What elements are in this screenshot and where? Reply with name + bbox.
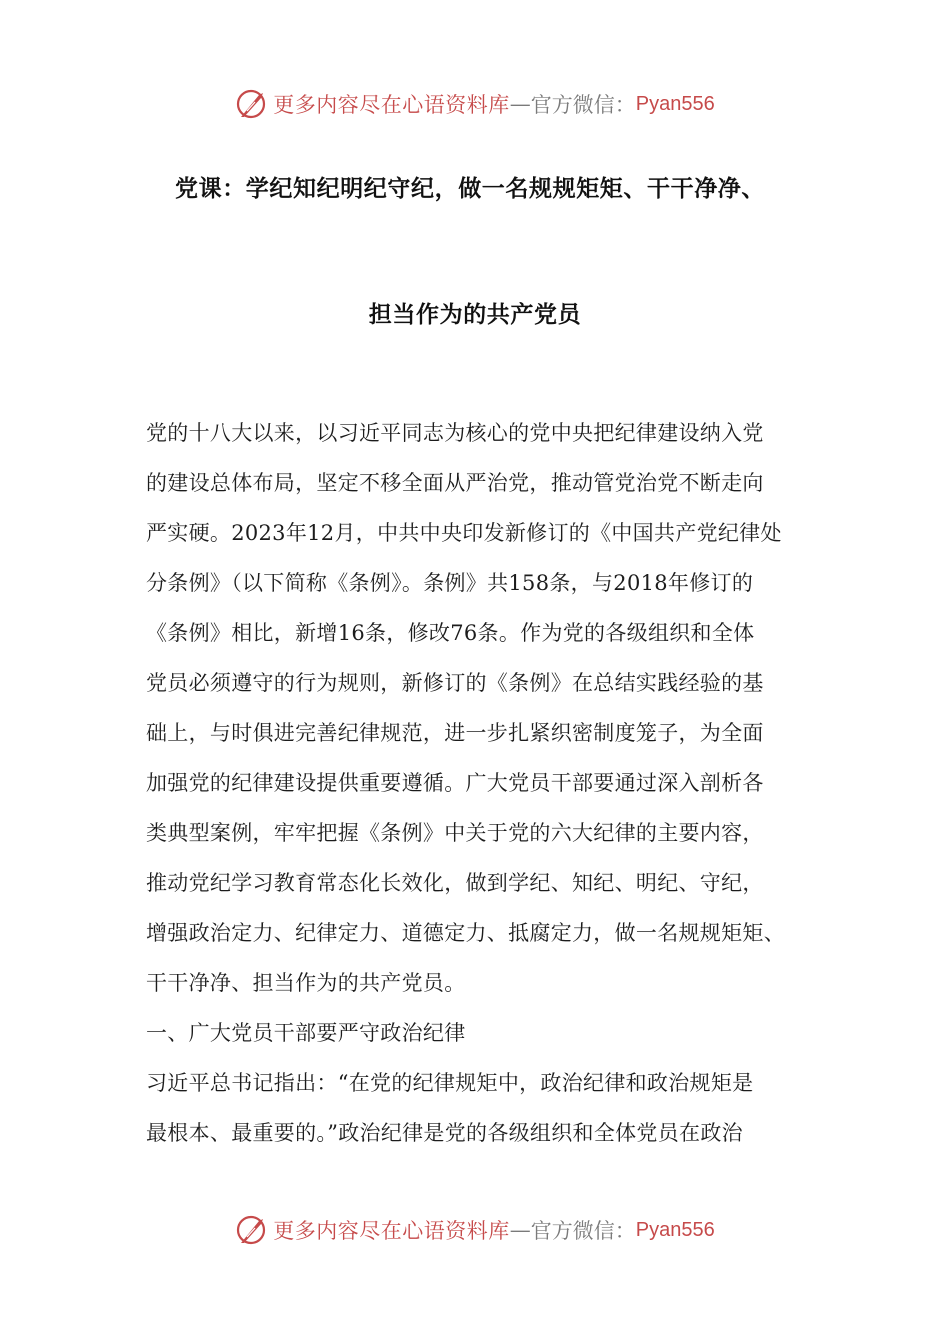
document-title-line-2: 担当作为的共产党员 [368, 302, 582, 328]
document-title-line-1: 党课：学纪知纪明纪守纪，做一名规规矩矩、干干净净、 [175, 176, 765, 202]
body-line: 党员必须遵守的行为规则，新修订的《条例》在总结实践经验的基 [146, 671, 764, 695]
banner-wechat-label: 官方微信： [530, 93, 636, 117]
banner-separator: — [509, 1218, 531, 1242]
header-banner [0, 84, 950, 124]
banner-wechat-id: Pyan556 [635, 92, 715, 115]
body-line: 增强政治定力、纪律定力、道德定力、抵腐定力，做一名规规矩矩、 [146, 921, 785, 945]
body-line: 干干净净、担当作为的共产党员。 [146, 971, 466, 995]
quill-logo-icon [235, 87, 269, 121]
body-line: 党的十八大以来，以习近平同志为核心的党中央把纪律建设纳入党 [146, 421, 764, 445]
body-line: 类典型案例，牢牢把握《条例》中关于党的六大纪律的主要内容， [146, 821, 764, 845]
body-line: 习近平总书记指出：“在党的纪律规矩中，政治纪律和政治规矩是 [146, 1071, 754, 1095]
body-line: 加强党的纪律建设提供重要遵循。广大党员干部要通过深入剖析各 [146, 771, 764, 795]
quill-logo-icon [235, 1213, 269, 1247]
banner-site-text: 更多内容尽在心语资料库 [273, 93, 510, 117]
body-line: 的建设总体布局，坚定不移全面从严治党，推动管党治党不断走向 [146, 471, 764, 495]
body-line: 推动党纪学习教育常态化长效化，做到学纪、知纪、明纪、守纪， [146, 871, 764, 895]
banner-wechat-id: Pyan556 [635, 1218, 715, 1241]
footer-banner [0, 1210, 950, 1250]
body-line: 础上，与时俱进完善纪律规范，进一步扎紧织密制度笼子，为全面 [146, 721, 764, 745]
banner-site-text: 更多内容尽在心语资料库 [273, 1219, 510, 1243]
body-line: 最根本、最重要的。”政治纪律是党的各级组织和全体党员在政治 [146, 1121, 743, 1145]
banner-wechat-label: 官方微信： [530, 1219, 636, 1243]
body-line: 分条例》（以下简称《条例》。条例》共158条，与2018年修订的 [146, 571, 754, 595]
banner-separator: — [509, 92, 531, 116]
body-line: 严实硬。2023年12月，中共中央印发新修订的《中国共产党纪律处 [146, 521, 782, 545]
section-heading: 一、广大党员干部要严守政治纪律 [146, 1021, 466, 1045]
body-line: 《条例》相比，新增16条，修改76条。作为党的各级组织和全体 [146, 621, 755, 645]
